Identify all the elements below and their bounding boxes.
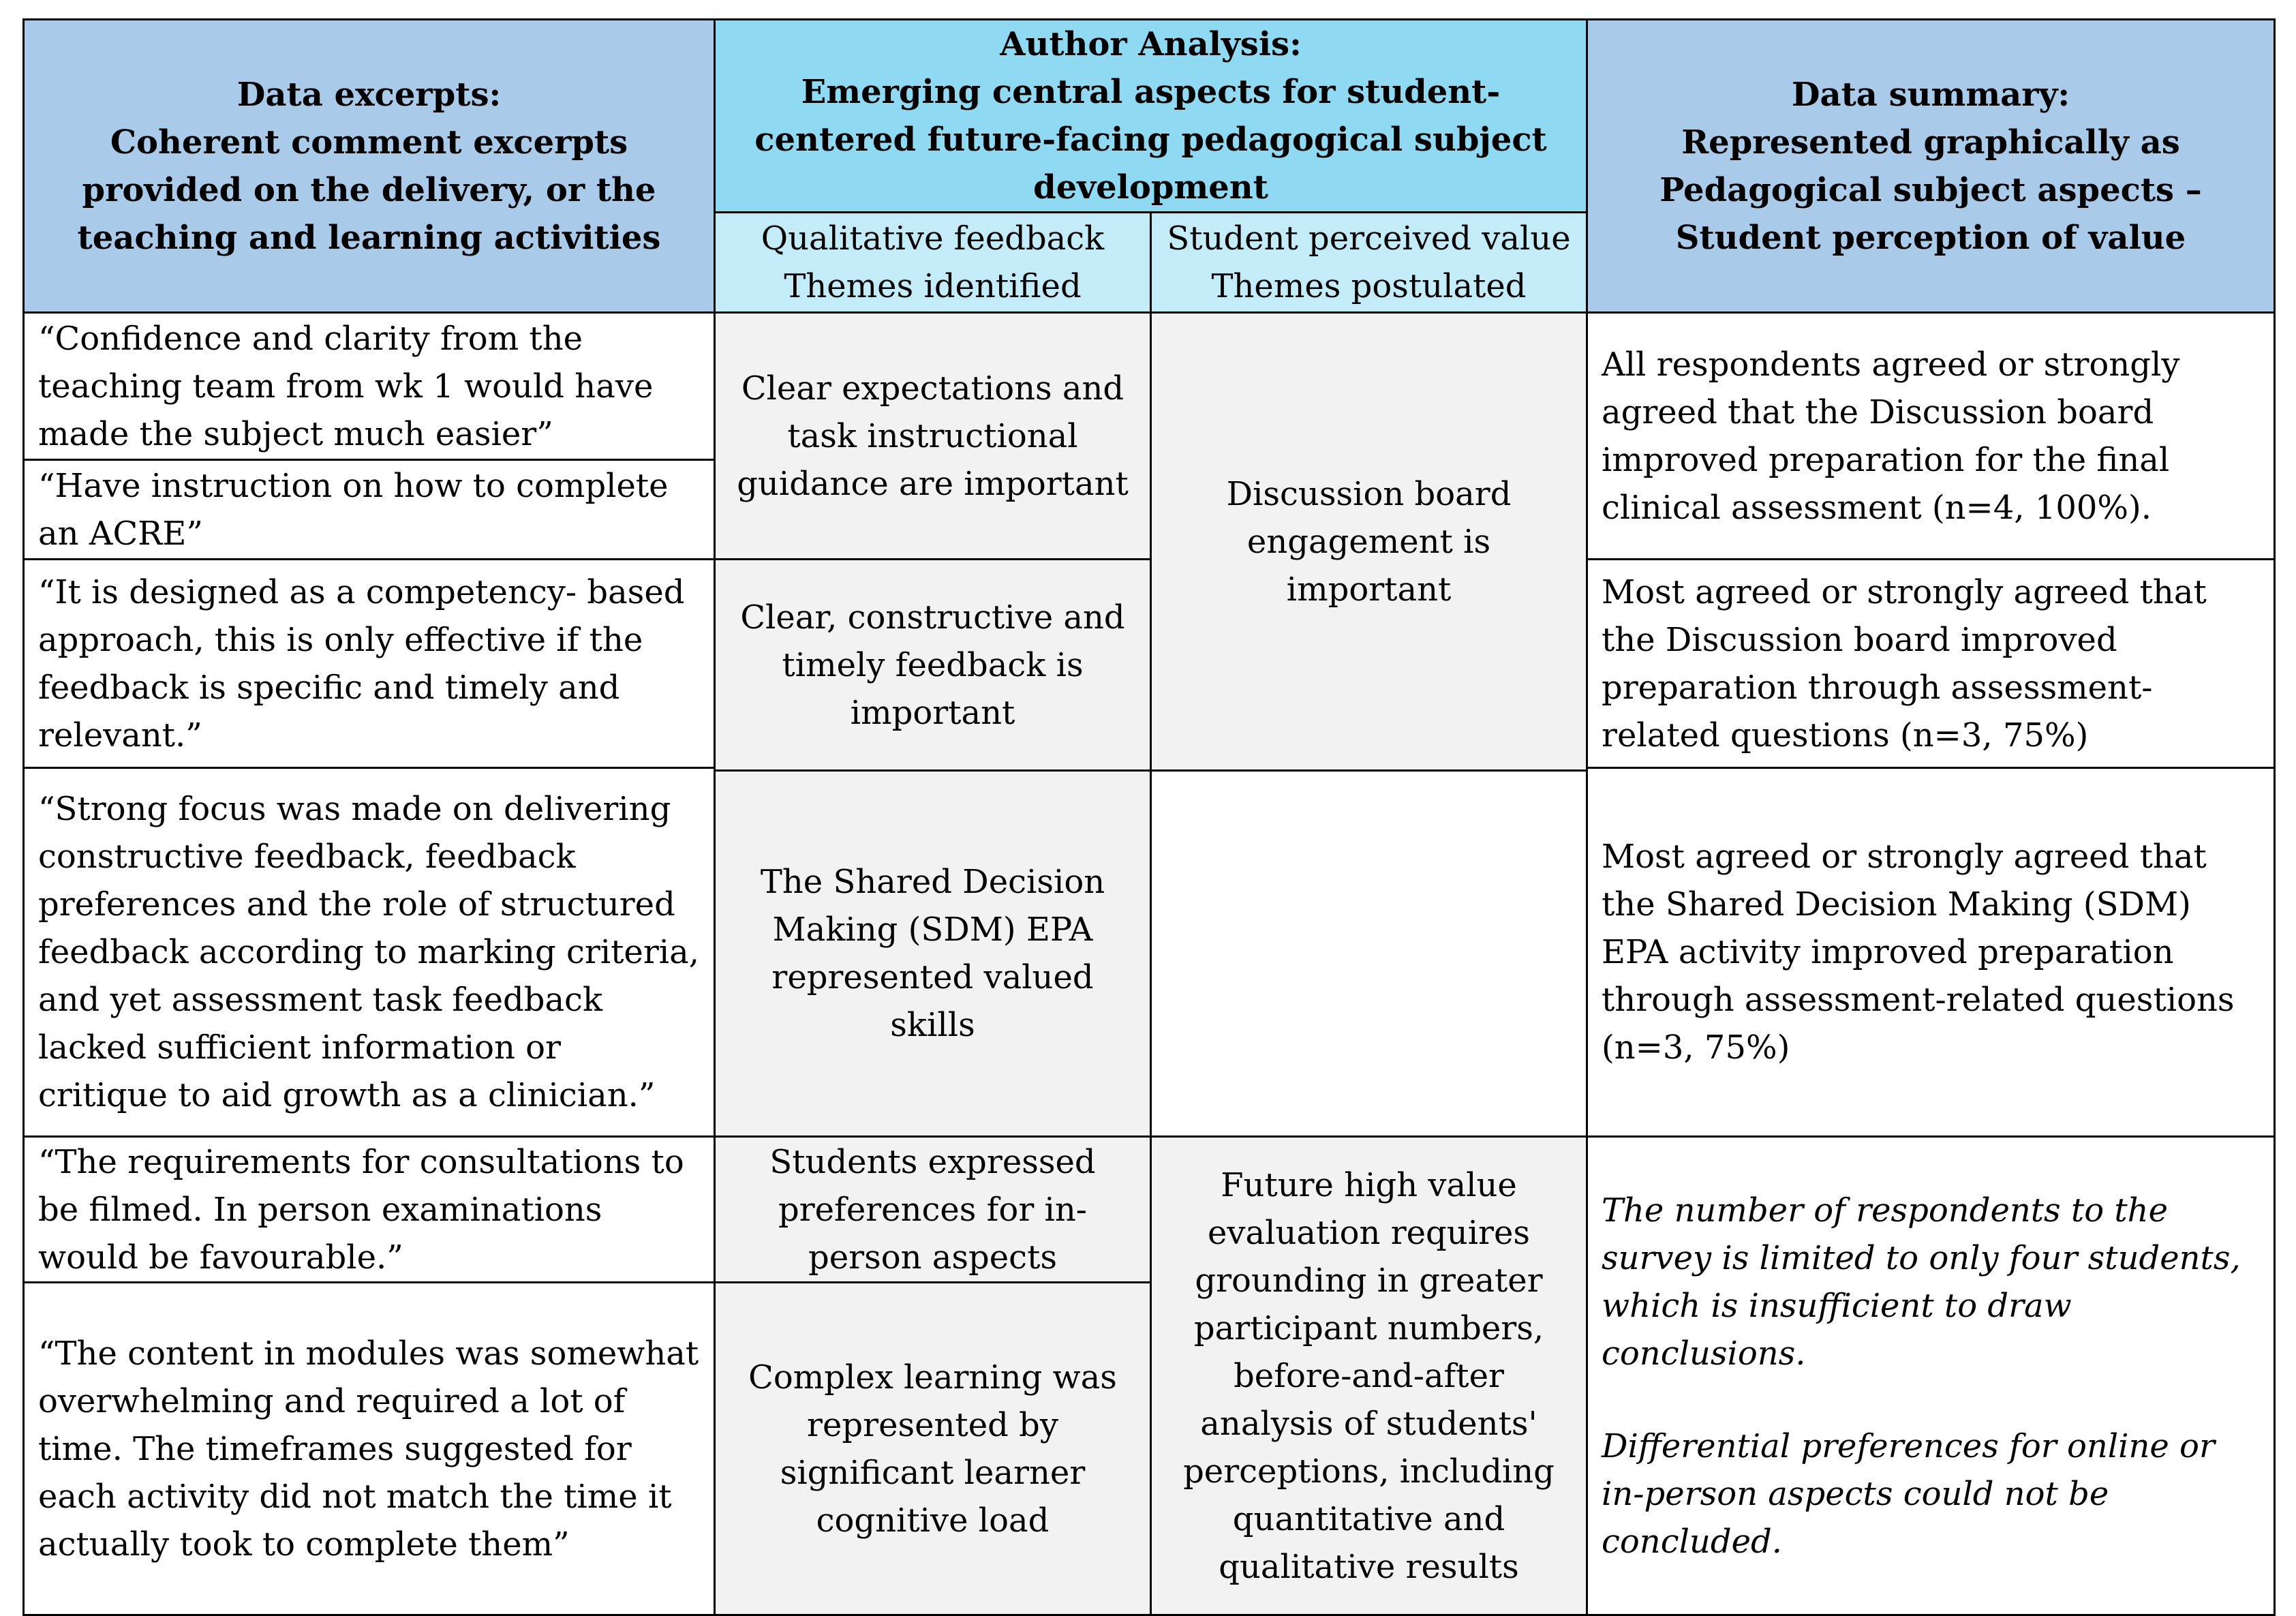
excerpt-cell: “Have instruction on how to complete an ACRE” <box>24 460 715 560</box>
header-data-excerpts-subtitle: Coherent comment excerpts provided on the delivery, or the teaching and learning activities <box>77 123 661 257</box>
excerpt-cell: “Confidence and clarity from the teaching team from wk 1 would have made the subject much easier” <box>24 313 715 460</box>
qualitative-theme-cell: Clear expectations and task instructional guidance are important <box>715 313 1151 560</box>
perceived-theme-cell: Future high value evaluation requires grounding in greater participant numbers, before-and-after analysis of students' perceptions, including quantitative and qualitative results <box>1151 1137 1587 1615</box>
analysis-table <box>22 18 2276 1616</box>
subheader-perceived-value: Student perceived value Themes postulated <box>1151 213 1587 313</box>
header-author-analysis-subtitle: Emerging central aspects for student-centered future-facing pedagogical subject development <box>754 73 1547 207</box>
header-data-summary <box>1587 20 2275 313</box>
qualitative-theme-cell: Students expressed preferences for in-person aspects <box>715 1137 1151 1283</box>
limitations-cell <box>1587 1137 2275 1615</box>
limitation-note: The number of respondents to the survey is limited to only four students, which is insufficient to draw conclusions. <box>1602 1191 2241 1373</box>
header-data-excerpts <box>24 20 715 313</box>
summary-cell: Most agreed or strongly agreed that the Discussion board improved preparation through assessment-related questions (n=3, 75%) <box>1587 560 2275 768</box>
subheader-qualitative-feedback: Qualitative feedback Themes identified <box>715 213 1151 313</box>
limitation-note: Differential preferences for online or in-person aspects could not be concluded. <box>1602 1427 2215 1561</box>
excerpt-cell: “Strong focus was made on delivering constructive feedback, feedback preferences and the role of structured feedback according to marking criteria, and yet assessment task feedback lacked sufficient information or critique to aid growth as a clinician.” <box>24 768 715 1137</box>
summary-cell: Most agreed or strongly agreed that the Shared Decision Making (SDM) EPA activity improved preparation through assessment-related questions (n=3, 75%) <box>1587 768 2275 1137</box>
qualitative-theme-cell: Clear, constructive and timely feedback is important <box>715 560 1151 771</box>
header-author-analysis-title: Author Analysis: <box>1000 25 1302 63</box>
perceived-theme-cell: The Shared Decision Making (SDM) EPA represented valued skills <box>715 771 1151 1137</box>
header-author-analysis <box>715 20 1587 213</box>
header-data-summary-subtitle: Represented graphically as Pedagogical subject aspects – Student perception of value <box>1659 123 2202 257</box>
excerpt-cell: “The requirements for consultations to be filmed. In person examinations would be favourable.” <box>24 1137 715 1283</box>
header-data-summary-title: Data summary: <box>1791 75 2070 114</box>
summary-cell: All respondents agreed or strongly agreed that the Discussion board improved preparation for the final clinical assessment (n=4, 100%). <box>1587 313 2275 560</box>
header-data-excerpts-title: Data excerpts: <box>236 75 502 114</box>
perceived-theme-cell: Discussion board engagement is important <box>1151 313 1587 771</box>
excerpt-cell: “The content in modules was somewhat overwhelming and required a lot of time. The timeframes suggested for each activity did not match the time it actually took to complete them” <box>24 1283 715 1615</box>
excerpt-cell: “It is designed as a competency- based approach, this is only effective if the feedback is specific and timely and relevant.” <box>24 560 715 768</box>
qualitative-theme-cell: Complex learning was represented by significant learner cognitive load <box>715 1283 1151 1615</box>
